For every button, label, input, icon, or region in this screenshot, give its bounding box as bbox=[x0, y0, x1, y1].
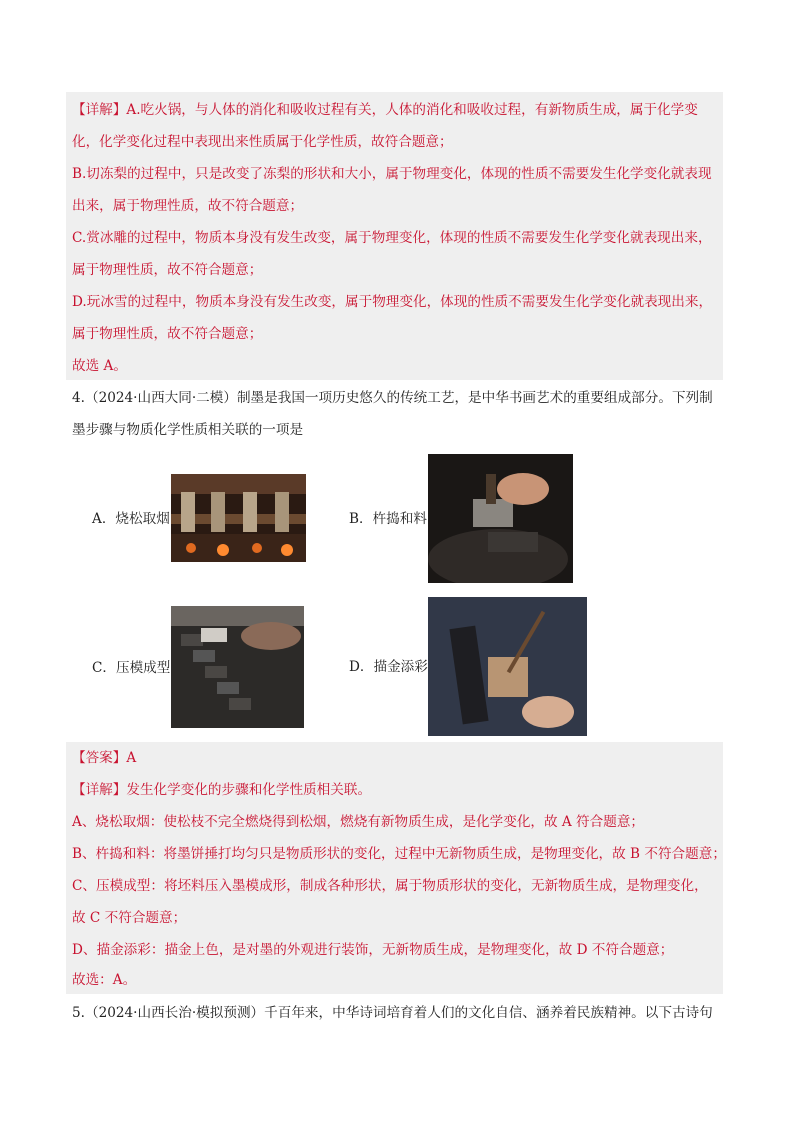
option-c-label: C．压模成型 bbox=[92, 660, 171, 676]
explanation-line: B.切冻梨的过程中，只是改变了冻梨的形状和大小，属于物理变化，体现的性质不需要发生化学变化就表现 bbox=[72, 166, 712, 182]
explanation-line: 故选 A。 bbox=[72, 358, 127, 374]
explanation-line: D、描金添彩：描金上色，是对墨的外观进行装饰，无新物质生成，是物理变化，故 D 不符合题意； bbox=[72, 942, 674, 958]
explanation-line: 出来，属于物理性质，故不符合题意； bbox=[72, 198, 304, 214]
explanation-line: 【详解】A.吃火锅，与人体的消化和吸收过程有关，人体的消化和吸收过程，有新物质生成，属于化学变 bbox=[72, 102, 698, 118]
explanation-line: C、压模成型：将坯料压入墨模成形，制成各种形状，属于物质形状的变化，无新物质生成，是物理变化， bbox=[72, 878, 708, 894]
option-b-image bbox=[428, 454, 573, 583]
option-a-label: A．烧松取烟 bbox=[92, 511, 170, 527]
explanation-line: D.玩冰雪的过程中，物质本身没有发生改变，属于物理变化，体现的性质不需要发生化学变化就表现出来， bbox=[72, 294, 713, 310]
explanation-line: 故 C 不符合题意； bbox=[72, 910, 187, 926]
explanation-line: B、杵捣和料：将墨饼捶打均匀只是物质形状的变化，过程中无新物质生成，是物理变化，故 B 不符合题意； bbox=[72, 846, 726, 862]
explanation-line: 属于物理性质，故不符合题意； bbox=[72, 326, 263, 342]
explanation-line: A、烧松取烟：使松枝不完全燃烧得到松烟，燃烧有新物质生成，是化学变化，故 A 符合题意； bbox=[72, 814, 645, 830]
explanation-line: C.赏冰雕的过程中，物质本身没有发生改变，属于物理变化，体现的性质不需要发生化学变化就表现出来， bbox=[72, 230, 712, 246]
option-d-image bbox=[428, 597, 587, 736]
question-4-stem: 墨步骤与物质化学性质相关联的一项是 bbox=[72, 422, 304, 438]
answer-line: 【答案】A bbox=[72, 750, 137, 766]
option-c-image bbox=[171, 606, 304, 728]
option-b-label: B．杵捣和料 bbox=[349, 511, 427, 527]
option-d-label: D．描金添彩 bbox=[349, 659, 428, 675]
question-5-stem: 5.（2024·山西长治·模拟预测）千百年来，中华诗词培育着人们的文化自信、涵养着民族精神。以下古诗句 bbox=[72, 1005, 713, 1021]
explanation-line: 化，化学变化过程中表现出来性质属于化学性质，故符合题意； bbox=[72, 134, 453, 150]
option-a-image bbox=[171, 474, 306, 562]
explanation-line: 属于物理性质，故不符合题意； bbox=[72, 262, 263, 278]
explanation-line: 【详解】发生化学变化的步骤和化学性质相关联。 bbox=[72, 782, 372, 798]
explanation-line: 故选：A。 bbox=[72, 972, 137, 988]
question-4-stem: 4.（2024·山西大同·二模）制墨是我国一项历史悠久的传统工艺，是中华书画艺术的重要组成部分。下列制 bbox=[72, 390, 713, 406]
